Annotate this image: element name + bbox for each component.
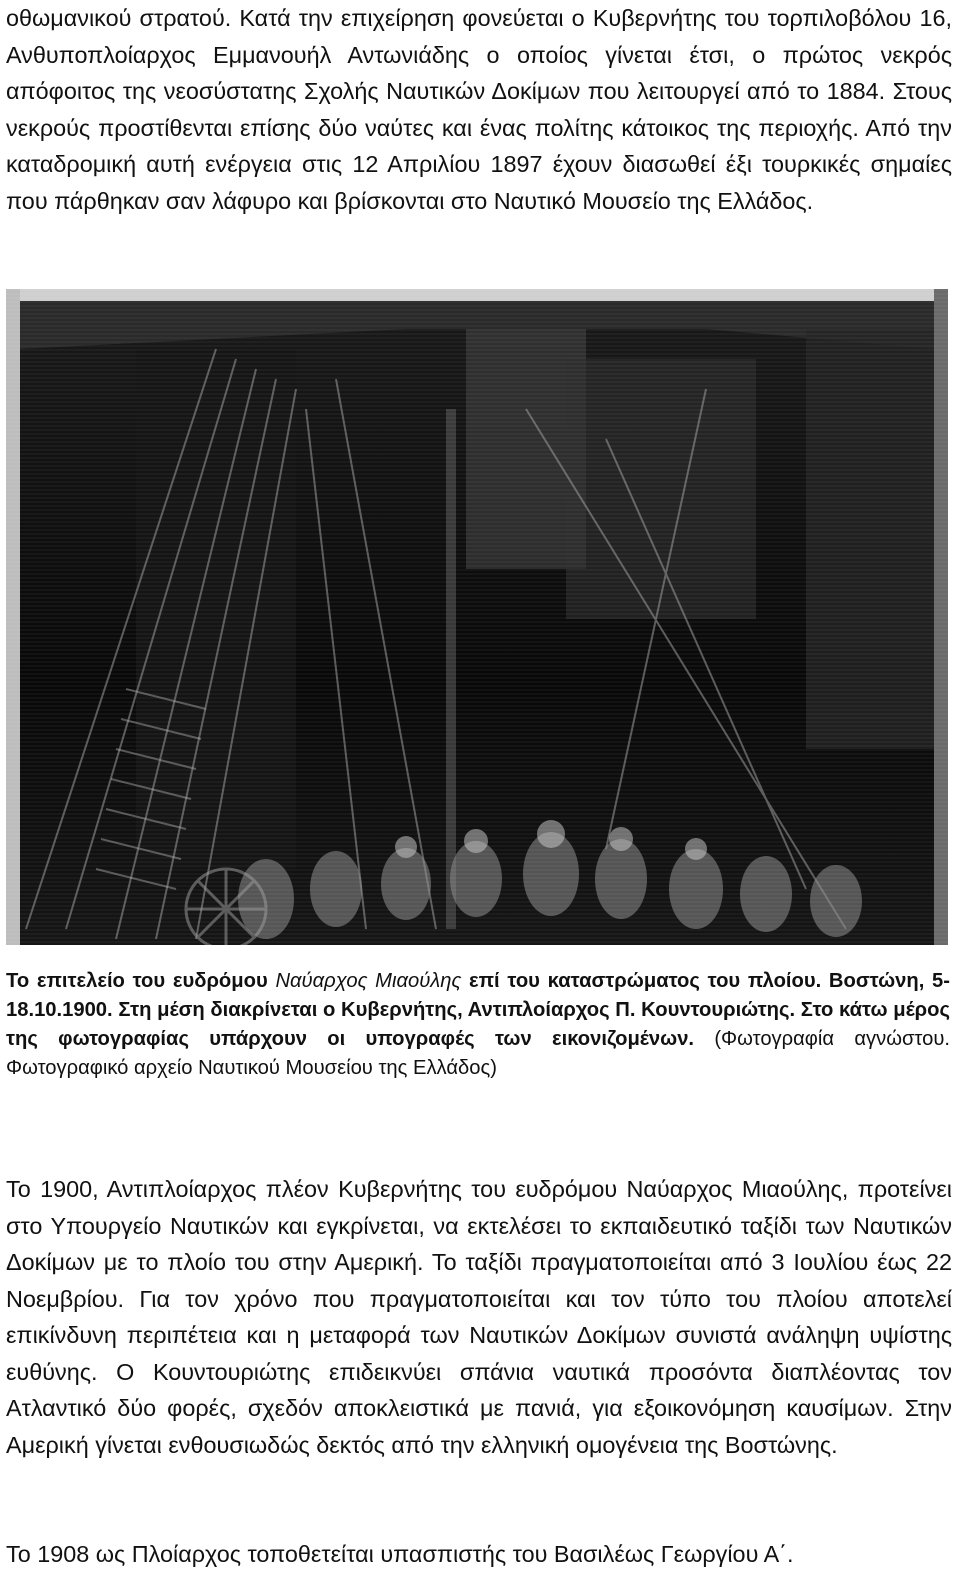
photo-caption [6, 967, 950, 1083]
photo-graphic [6, 289, 948, 945]
caption-credit: (Φωτογραφία αγνώστου. Φωτογραφικό αρχείο Ναυτικού Μουσείου της Ελλάδος) [6, 1028, 950, 1079]
caption-bold-rest: επί του καταστρώματος του πλοίου. Βοστώνη, 5-18.10.1900. Στη μέση διακρίνεται ο Κυβερνήτης, Αντιπλοίαρχος Π. Κουντουριώτης. Στο κάτω μέρος της φωτογραφίας υπάρχουν οι υπογραφές των εικονιζομένων. [6, 970, 950, 1050]
ship-deck-photo [6, 289, 948, 945]
caption-ship-name: Ναύαρχος Μιαούλης [275, 970, 462, 992]
paragraph-intro: οθωμανικού στρατού. Κατά την επιχείρηση φονεύεται ο Κυβερνήτης του τορπιλοβόλου 16, Ανθυποπλοίαρχος Εμμανουήλ Αντωνιάδης ο οποίος γίνεται έτσι, ο πρώτος νεκρός απόφοιτος της νεοσύστατης Σχολής Ναυτικών Δοκίμων που λειτουργεί από το 1884. Στους νεκρούς προστίθενται επίσης δύο ναύτες και ένας πολίτης κάτοικος της περιοχής. Από την καταδρομική αυτή ενέργεια στις 12 Απριλίου 1897 έχουν διασωθεί έξι τουρκικές σημαίες που πάρθηκαν σαν λάφυρο και βρίσκονται στο Ναυτικό Μουσείο της Ελλάδος. [6, 5, 952, 214]
paragraph-1900-voyage: Το 1900, Αντιπλοίαρχος πλέον Κυβερνήτης του ευδρόμου Ναύαρχος Μιαούλης, προτείνει στο Υπουργείο Ναυτικών και εγκρίνεται, να εκτελέσει το εκπαιδευτικό ταξίδι των Ναυτικών Δοκίμων με το πλοίο του στην Αμερική. Το ταξίδι πραγματοποιείται από 3 Ιουλίου έως 22 Νοεμβρίου. Για τον χρόνο που πραγματοποιείται και τον τύπο του πλοίου αποτελεί επικίνδυνη περιπέτεια και η μεταφορά των Ναυτικών Δοκίμων συνιστά ανάληψη υψίστης ευθύνης. Ο Κουντουριώτης επιδεικνύει σπάνια ναυτικά προσόντα διαπλέοντας τον Ατλαντικό δύο φορές, σχεδόν αποκλειστικά με πανιά, για εξοικονόμηση καυσίμων. Στην Αμερική γίνεται ενθουσιωδώς δεκτός από την ελληνική ομογένεια της Βοστώνης. [6, 1176, 952, 1458]
paragraph-1908: Το 1908 ως Πλοίαρχος τοποθετείται υπασπιστής του Βασιλέως Γεωργίου Α΄. [6, 1541, 794, 1567]
caption-bold-start: Το επιτελείο του ευδρόμου [6, 970, 276, 992]
